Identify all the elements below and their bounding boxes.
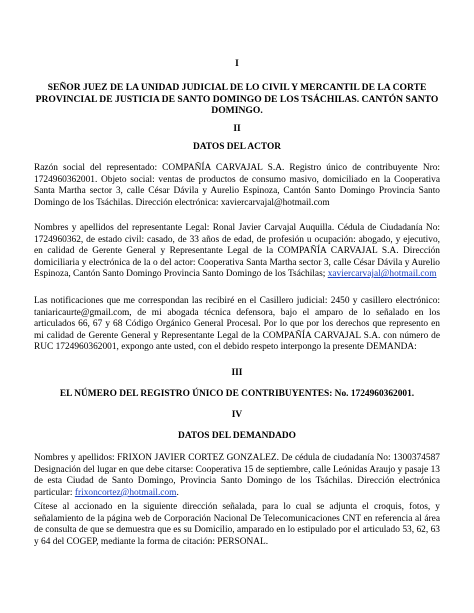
legal-representative-email-link[interactable]: xaviercarvajal@hotmail.com: [327, 269, 437, 280]
defendant-text: Nombres y apellidos: FRIXON JAVIER CORTEZ GONZALEZ. De cédula de ciudadanía No: 1300374587 Designación del lugar en que debe citarse: Cooperativa 15 de septiembre, calle Leónidas Araujo y pasaje 13 de esta Ciudad de Santo Domingo, Provincia Santo Domingo de los Tsáchilas. Dirección electrónica particular:: [34, 453, 440, 498]
court-header: SEÑOR JUEZ DE LA UNIDAD JUDICIAL DE LO CIVIL Y MERCANTIL DE LA CORTE PROVINCIAL DE JUSTICIA DE SANTO DOMINGO DE LOS TSÁCHILAS. CANTÓN SANTO DOMINGO.: [35, 82, 439, 117]
legal-representative-paragraph: [34, 223, 440, 281]
actor-paragraph: Razón social del representado: COMPAÑÍA CARVAJAL S.A. Registro único de contribuyente Nro: 1724960362001. Objeto social: ventas de productos de consumo masivo, domiciliado en la Cooperativa Santa Martha sector 3, calle César Dávila y Aurelio Espinoza, Cantón Santo Domingo Provincia Santo Domingo de los Tsáchilas. Dirección electrónica: xaviercarvajal@hotmail.com: [34, 163, 440, 208]
defendant-email-link[interactable]: frixoncortez@hotmail.com: [74, 487, 177, 498]
section-numeral-2: II: [233, 124, 241, 134]
defendant-paragraph: [34, 453, 440, 499]
section-numeral-4: IV: [231, 410, 243, 420]
legal-representative-text: Nombres y apellidos del representante Legal: Ronal Javier Carvajal Auquilla. Cédula de Ciudadanía No: 1724960362, de estado civil: casado, de 33 años de edad, de profesión u ocupación: abogado, y ejecutivo, en calidad de Gerente General y Representante Legal de la COMPAÑÍA CARVAJAL S.A. Dirección domiciliaria y electrónica de la o del actor: Cooperativa Santa Martha sector 3, calle César Dávila y Aurelio Espinoza, Cantón Santo Domingo Provincia Santo Domingo de los Tsáchilas;: [34, 223, 440, 280]
section-title-defendant: DATOS DEL DEMANDADO: [178, 431, 296, 441]
citation-paragraph: Cítese al accionado en la siguiente dirección señalada, para lo cual se adjunta el croquis, fotos, y señalamiento de la página web de Corporación Nacional De Telecomunicaciones CNT en referencia al área de consulta de que se demuestra que es su Domicilio, amparado en lo estipulado por el articulado 53, 62, 63 y 64 del COGEP, mediante la forma de citación: PERSONAL.: [34, 502, 440, 547]
ruc-heading: EL NÚMERO DEL REGISTRO ÚNICO DE CONTRIBUYENTES: No. 1724960362001.: [59, 389, 415, 399]
section-numeral-3: III: [231, 368, 243, 378]
section-title-actor: DATOS DEL ACTOR: [192, 142, 282, 152]
section-numeral-1: I: [235, 59, 239, 69]
defendant-text-end: .: [176, 487, 179, 498]
notifications-paragraph: Las notificaciones que me correspondan las recibiré en el Casillero judicial: 2450 y casillero electrónico: taniaricaurte@gmail.com, de mi abogada técnica defensora, bajo el amparo de lo señalado en los articulados 66, 67 y 68 Código Orgánico General Procesal. Por lo que por los derechos que represento en mi calidad de Gerente General y Representante Legal de la COMPAÑÍA CARVAJAL S.A. con número de RUC 1724960362001, expongo ante usted, con el debido respeto interpongo la presente DEMANDA:: [34, 296, 440, 353]
